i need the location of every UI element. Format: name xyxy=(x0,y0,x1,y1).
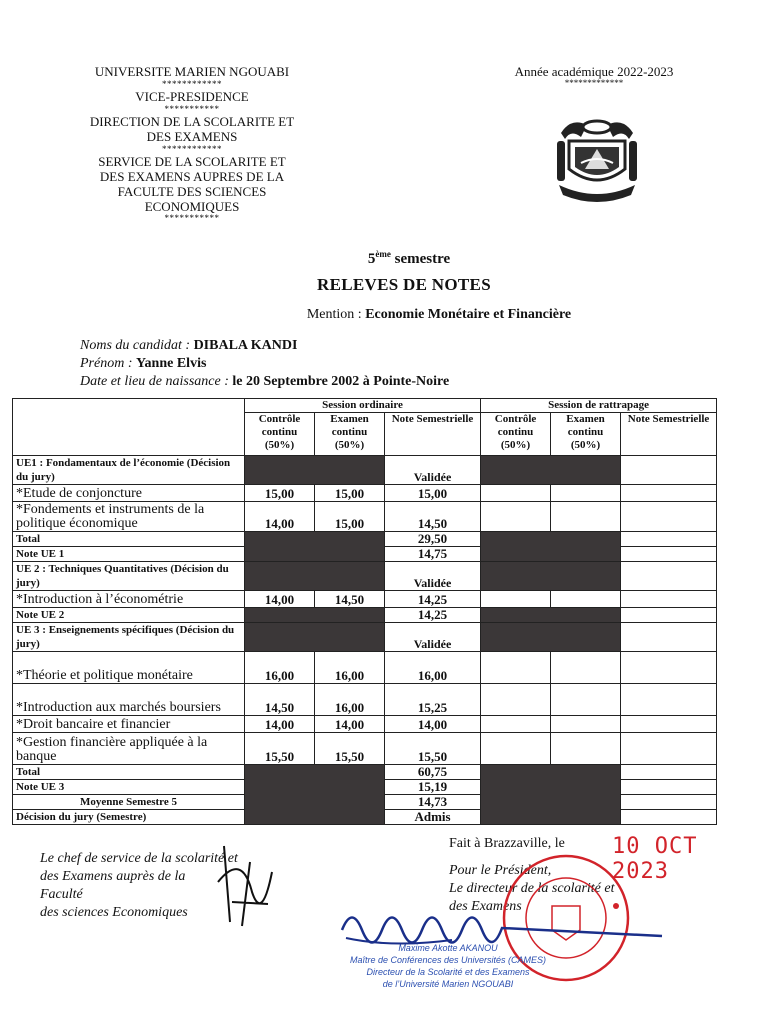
coat-of-arms-icon xyxy=(551,111,643,203)
candidate-birth: le 20 Septembre 2002 à Pointe-Noire xyxy=(232,374,450,389)
academic-year: Année académique 2022-2023 xyxy=(514,64,674,79)
candidate-first-name: Yanne Elvis xyxy=(136,356,207,371)
left-sig-line-1: Le chef de service de la scolarité et xyxy=(40,851,238,866)
grade-cc: 14,00 xyxy=(245,591,315,608)
table-header-row xyxy=(13,399,717,413)
mention-value: Economie Monétaire et Financière xyxy=(365,307,572,322)
grade-note: 15,50 xyxy=(385,733,481,765)
grade-note: 14,50 xyxy=(385,502,481,532)
grade-cc: 16,00 xyxy=(245,652,315,684)
course-name: *Introduction aux marchés boursiers xyxy=(13,684,245,716)
ue1-label: UE1 : Fondamentaux de l’économie (Décision du jury) xyxy=(13,456,245,485)
mention xyxy=(0,307,768,323)
left-sig-line-2: des Examens auprès de la xyxy=(40,869,186,884)
separator-stars: ************ xyxy=(162,144,222,154)
total-value: 29,50 xyxy=(385,532,481,547)
grade-note: 16,00 xyxy=(385,652,481,684)
table-row xyxy=(13,733,717,765)
note-ue-label: Note UE 2 xyxy=(13,608,245,623)
shaded-cell xyxy=(481,562,621,591)
direction-line-1: DIRECTION DE LA SCOLARITE ET xyxy=(89,114,295,129)
separator-stars: ************* xyxy=(564,78,624,88)
candidate-name: DIBALA KANDI xyxy=(193,338,298,353)
shaded-cell xyxy=(245,608,385,623)
note-ue-value: 14,75 xyxy=(385,547,481,562)
note-ue-value: 15,19 xyxy=(385,780,481,795)
course-name: *Théorie et politique monétaire xyxy=(13,652,245,684)
stamp-line-3: Directeur de la Scolarité et des Examens xyxy=(366,967,530,977)
grade-cc: 15,50 xyxy=(245,733,315,765)
service-line-2: DES EXAMENS AUPRES DE LA xyxy=(99,169,285,184)
grade-cc: 15,00 xyxy=(245,485,315,502)
shaded-cell xyxy=(245,532,385,562)
table-row xyxy=(13,608,717,623)
grade-exam: 16,00 xyxy=(315,684,385,716)
stamp-line-2: Maître de Conférences des Universités (CAMES) xyxy=(349,955,547,965)
table-row xyxy=(13,765,717,780)
grade-cc: 14,00 xyxy=(245,716,315,733)
note-ue-label: Note UE 1 xyxy=(13,547,245,562)
grade-cc: 14,50 xyxy=(245,684,315,716)
right-sig-line-1: Pour le Président, xyxy=(449,863,552,878)
table-row xyxy=(13,652,717,684)
shaded-cell xyxy=(245,562,385,591)
first-name-label: Prénom : xyxy=(80,356,133,371)
decision-label: Décision du jury (Semestre) xyxy=(13,810,245,825)
right-sig-line-3: des Examens xyxy=(449,899,522,914)
grades-table xyxy=(12,398,717,825)
col-controle: Contrôle continu (50%) xyxy=(245,413,315,456)
direction-line-2: DES EXAMENS xyxy=(146,129,238,144)
header-empty xyxy=(13,399,245,456)
session-ordinaire-header: Session ordinaire xyxy=(245,399,481,413)
total-label: Total xyxy=(13,765,245,780)
service-line-4: ECONOMIQUES xyxy=(144,199,240,214)
ue2-decision: Validée xyxy=(385,562,481,591)
table-row xyxy=(13,591,717,608)
col-controle-r: Contrôle continu (50%) xyxy=(481,413,551,456)
shaded-cell xyxy=(481,456,621,485)
date-stamp: 10 OCT 2023 xyxy=(612,834,698,884)
note-ue-value: 14,25 xyxy=(385,608,481,623)
birth-label: Date et lieu de naissance : xyxy=(80,374,229,389)
semester-label xyxy=(0,249,768,268)
table-row xyxy=(13,716,717,733)
institution-header xyxy=(62,64,322,223)
shaded-cell xyxy=(245,765,385,825)
table-row xyxy=(13,532,717,547)
table-row xyxy=(13,623,717,652)
decision-value: Admis xyxy=(385,810,481,825)
course-name: *Droit bancaire et financier xyxy=(13,716,245,733)
table-row xyxy=(13,456,717,485)
grade-note: 14,00 xyxy=(385,716,481,733)
course-name: *Introduction à l’économétrie xyxy=(13,591,245,608)
document-title: RELEVES DE NOTES xyxy=(317,275,491,294)
session-rattrapage-header: Session de rattrapage xyxy=(481,399,717,413)
mention-label: Mention : xyxy=(306,307,362,322)
grade-exam: 16,00 xyxy=(315,652,385,684)
grade-exam: 15,00 xyxy=(315,502,385,532)
average-label: Moyenne Semestre 5 xyxy=(13,795,245,810)
shaded-cell xyxy=(481,532,621,562)
table-row xyxy=(13,562,717,591)
average-value: 14,73 xyxy=(385,795,481,810)
left-signature-icon xyxy=(212,842,282,928)
name-label: Noms du candidat : xyxy=(80,338,191,353)
left-signature-block xyxy=(40,850,238,922)
course-name: *Etude de conjoncture xyxy=(13,485,245,502)
grade-exam: 15,00 xyxy=(315,485,385,502)
table-row xyxy=(13,684,717,716)
grade-note: 14,25 xyxy=(385,591,481,608)
separator-stars: *********** xyxy=(164,104,220,114)
total-label: Total xyxy=(13,532,245,547)
course-name: *Fondements et instruments de la politique économique xyxy=(13,502,245,532)
total-value: 60,75 xyxy=(385,765,481,780)
shaded-cell xyxy=(481,623,621,652)
col-examen-r: Examen continu (50%) xyxy=(551,413,621,456)
grade-exam: 15,50 xyxy=(315,733,385,765)
grade-exam: 14,50 xyxy=(315,591,385,608)
col-note-r: Note Semestrielle xyxy=(621,413,717,456)
service-line-3: FACULTE DES SCIENCES xyxy=(117,184,267,199)
ue1-decision: Validée xyxy=(385,456,481,485)
service-line-1: SERVICE DE LA SCOLARITE ET xyxy=(98,154,286,169)
shaded-cell xyxy=(481,765,621,825)
academic-year-header xyxy=(474,64,714,88)
right-sig-line-2: Le directeur de la scolarité et xyxy=(449,881,615,896)
note-ue-label: Note UE 3 xyxy=(13,780,245,795)
shaded-cell xyxy=(245,456,385,485)
grade-note: 15,25 xyxy=(385,684,481,716)
table-row xyxy=(13,485,717,502)
shaded-cell xyxy=(481,608,621,623)
director-stamp xyxy=(338,942,558,990)
ue3-label: UE 3 : Enseignements spécifiques (Décision du jury) xyxy=(13,623,245,652)
shaded-cell xyxy=(245,623,385,652)
col-examen: Examen continu (50%) xyxy=(315,413,385,456)
semester-number: 5 xyxy=(367,251,376,267)
grade-exam: 14,00 xyxy=(315,716,385,733)
ue3-decision: Validée xyxy=(385,623,481,652)
semester-suffix: ème xyxy=(375,249,391,259)
table-row xyxy=(13,502,717,532)
separator-stars: *********** xyxy=(164,213,220,223)
vice-presidence: VICE-PRESIDENCE xyxy=(135,89,249,104)
col-note: Note Semestrielle xyxy=(385,413,481,456)
course-name: *Gestion financière appliquée à la banque xyxy=(13,733,245,765)
stamp-line-1: Maxime Akotte AKANOU xyxy=(398,943,498,953)
university-name: UNIVERSITE MARIEN NGOUABI xyxy=(94,64,290,79)
candidate-info xyxy=(80,337,449,391)
left-sig-line-4: des sciences Economiques xyxy=(40,905,188,920)
ue2-label: UE 2 : Techniques Quantitatives (Décision du jury) xyxy=(13,562,245,591)
grade-cc: 14,00 xyxy=(245,502,315,532)
separator-stars: ************ xyxy=(162,79,222,89)
stamp-line-4: de l’Université Marien NGOUABI xyxy=(382,979,514,989)
semester-word: semestre xyxy=(394,251,451,267)
left-sig-line-3: Faculté xyxy=(40,887,83,902)
place-date-label: Fait à Brazzaville, le xyxy=(449,836,565,851)
grade-note: 15,00 xyxy=(385,485,481,502)
empty-cell xyxy=(621,456,717,485)
